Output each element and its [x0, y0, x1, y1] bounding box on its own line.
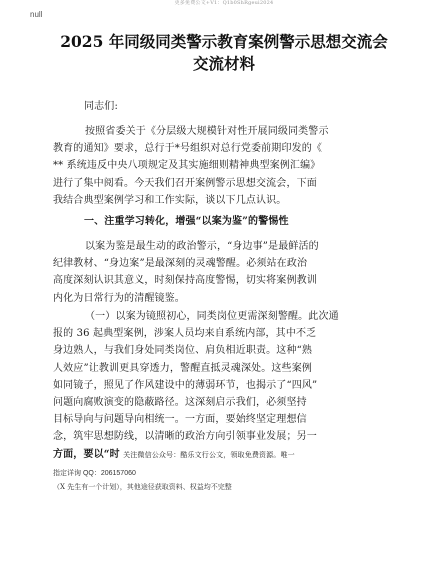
section-1-line: 以案为鉴是最生动的政治警示，“身边事”是最鲜活的	[85, 241, 319, 252]
section-1-paragraph	[53, 238, 393, 307]
section-1-line: 内化为日常行为的清醒镜鉴。	[53, 292, 185, 304]
intro-line: ** 系统违反中央八项规定及其实施细则精神典型案例汇编》	[53, 160, 321, 172]
contact-line: 指定详询 QQ：206157060	[53, 470, 136, 477]
document-tag: null	[30, 10, 43, 19]
section-1-line: 纪律教材、“身边案”是最深刻的灵魂警醒。必须站在政治	[53, 258, 308, 270]
subsection-1-line	[53, 446, 393, 464]
document-title	[30, 31, 418, 75]
subsection-1-paragraph	[53, 308, 393, 464]
subsection-1-tail: 方面，要以“时	[53, 448, 120, 460]
promo-text: 关注微信公众号：酷乐文行公文，领取免费资源。唯一	[123, 450, 295, 459]
section-1-line: 高度深刻认识其意义，时刻保持高度警惕，切实将案例教训	[53, 275, 317, 287]
subsection-1-line: 人效应”让教训更具穿透力，警醒直抵灵魂深处。这些案例	[53, 362, 313, 374]
subsection-1-line: 报的 36 起典型案例，涉案人员均来自系统内部，其中不乏	[53, 328, 317, 340]
footnote: （X 先生有一个计划），其他途径获取资料、权益均不完整	[53, 483, 232, 491]
subsection-1-line: （一）以案为镜照初心，同类岗位更需深刻警醒。此次通	[85, 311, 339, 322]
subsection-1-line: 问题向腐败演变的隐蔽路径。这深刻启示我们，必须坚持	[53, 397, 307, 409]
subsection-1-line: 念，筑牢思想防线，以清晰的政治方向引领事业发展；另一	[53, 431, 317, 443]
intro-line: 教育的通知》要求，总行于*号组织对总行党委前期印发的《	[53, 143, 323, 155]
subsection-1-line: 目标导向与问题导向相统一。一方面，要始终坚定理想信	[53, 414, 307, 426]
subsection-1-line: 身边熟人，与我们身处同类岗位、肩负相近职责。这种“熟	[53, 345, 313, 357]
watermark: 更多免费公文+V1：Q1b0ShRgeui2024	[174, 0, 274, 6]
section-1-heading: 一、注重学习转化，增强“以案为鉴”的警惕性	[84, 216, 289, 227]
intro-line: 按照省委关于《分层级大规模针对性开展同级同类警示	[85, 126, 329, 137]
intro-line: 我结合典型案例学习和工作实际，谈以下几点认识。	[53, 194, 287, 206]
intro-paragraph	[53, 123, 393, 209]
title-line-1: 2025 年同级同类警示教育案例警示思想交流会	[60, 32, 388, 51]
title-line-2: 交流材料	[192, 54, 255, 73]
intro-line: 进行了集中阅看。今天我们召开案例警示思想交流会，下面	[53, 177, 317, 189]
salutation: 同志们:	[84, 101, 118, 112]
subsection-1-line: 如同镜子，照见了作风建设中的薄弱环节，也揭示了“四风”	[53, 379, 318, 391]
